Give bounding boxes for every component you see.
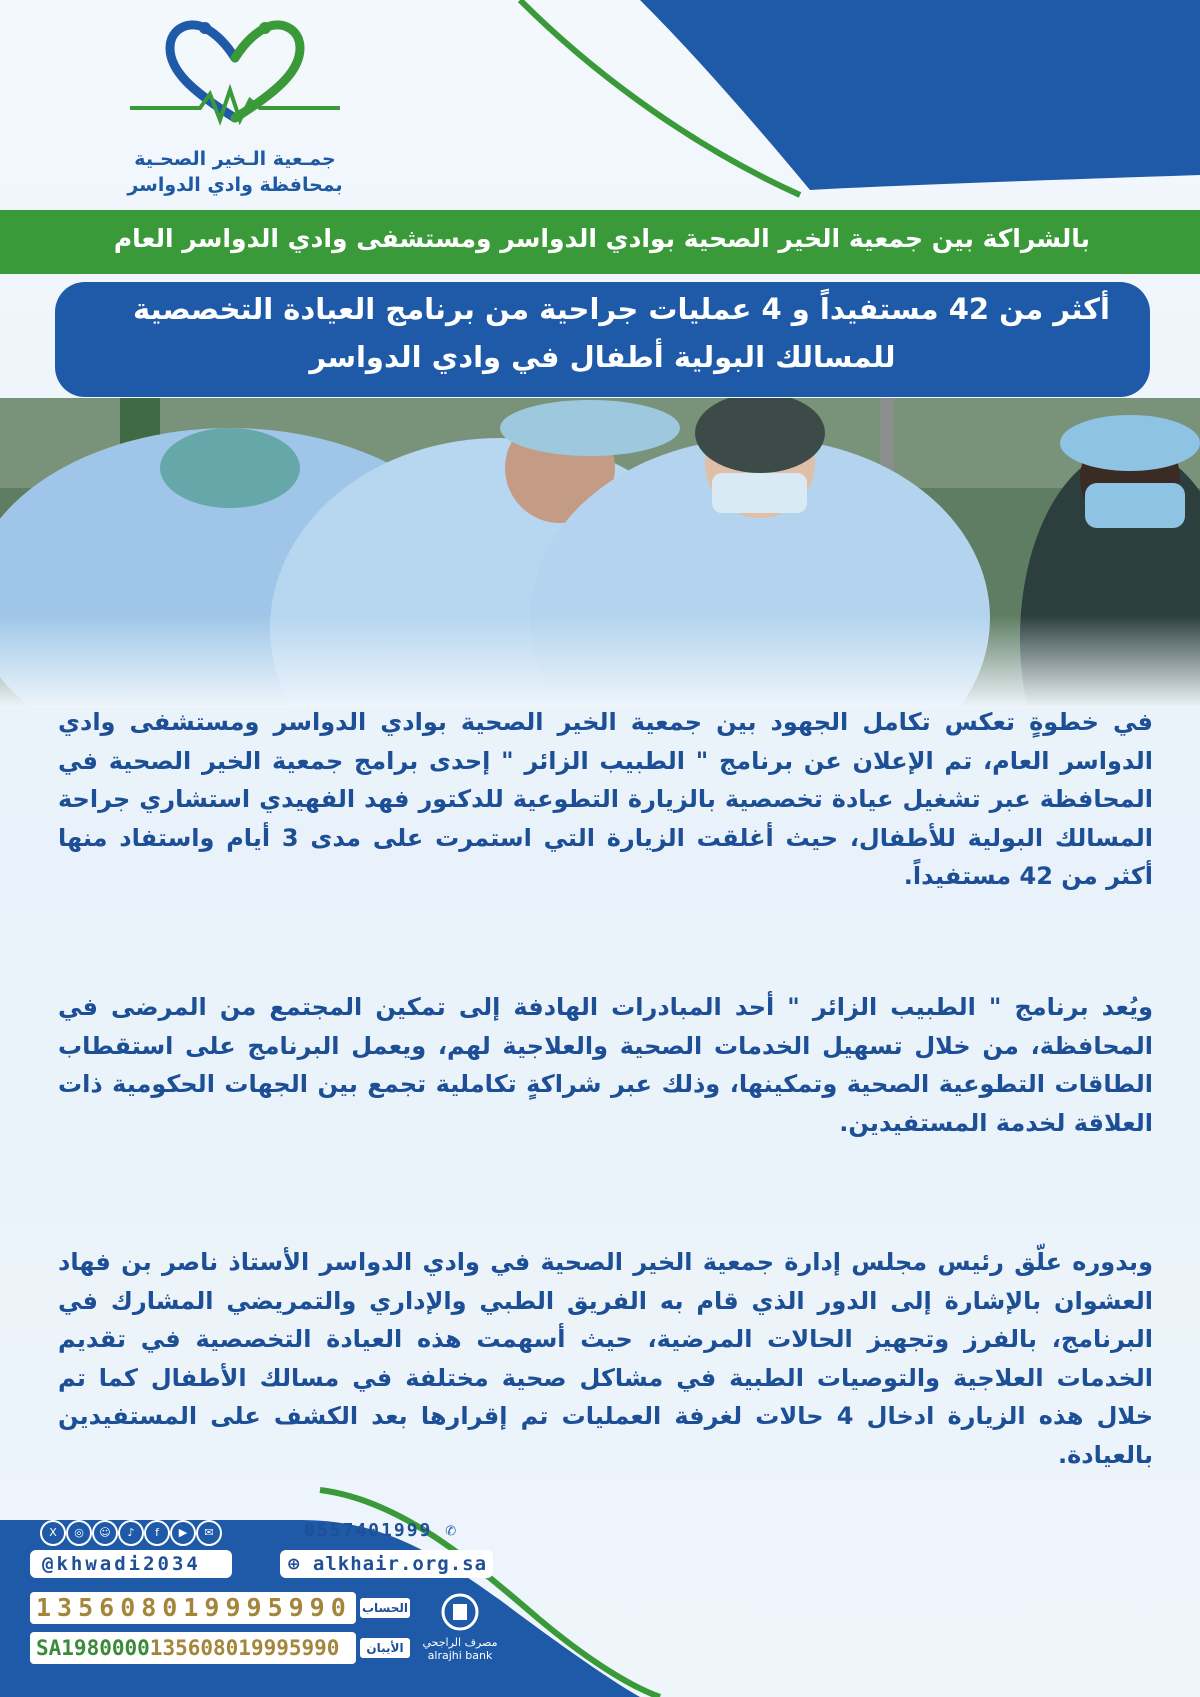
logo-name-line2: بمحافظة وادي الدواسر	[127, 174, 343, 196]
alrajhi-bank-icon	[440, 1592, 480, 1632]
iban-label: الأيبان	[360, 1638, 410, 1658]
youtube-icon[interactable]: ▶	[170, 1520, 196, 1546]
headline-box	[55, 282, 1150, 397]
paragraph-2: ويُعد برنامج " الطبيب الزائر " أحد المبادرات الهادفة إلى تمكين المجتمع من المرضى في المحافظة، من خلال تسهيل الخدمات الصحية والعلاجية لهم، ويعمل البرنامج على استقطاب الطاقات التطوعية الصحية وتمكينها، وذلك عبر شراكةٍ تكاملية تجمع بين الجهات الحكومية ذات العلاقة لخدمة المستفيدين.	[58, 993, 1153, 1137]
whatsapp-icon: ✆	[445, 1520, 459, 1541]
website-text: alkhair.org.sa	[312, 1553, 488, 1575]
organization-logo	[120, 10, 350, 210]
footer	[0, 1480, 1200, 1697]
surgery-photo	[0, 398, 1200, 708]
social-handle[interactable]	[30, 1550, 232, 1578]
tiktok-icon[interactable]: ♪	[118, 1520, 144, 1546]
instagram-icon[interactable]: ◎	[66, 1520, 92, 1546]
paragraph-1: في خطوةٍ تعكس تكامل الجهود بين جمعية الخير الصحية بوادي الدواسر ومستشفى وادي الدواسر العام، تم الإعلان عن برنامج " الطبيب الزائر " إحدى برامج جمعية الخير الصحية في المحافظة عبر تشغيل عيادة تخصصية بالزيارة التطوعية للدكتور فهد الفهيدي استشاري جراحة المسالك البولية للأطفال، حيث أغلقت الزيارة التي استمرت على مدى 3 أيام واستفاد منها أكثر من 42 مستفيداً.	[58, 708, 1154, 890]
bank-name-en: alrajhi bank	[427, 1649, 493, 1662]
phone-number[interactable]	[296, 1518, 466, 1543]
footer-decoration	[0, 1480, 1200, 1697]
surgery-illustration	[0, 398, 1200, 708]
website-link[interactable]	[280, 1550, 493, 1578]
globe-icon: ⊕	[288, 1553, 301, 1575]
x-icon[interactable]: X	[40, 1520, 66, 1546]
partnership-banner	[0, 210, 1200, 274]
headline-line2: للمسالك البولية أطفال في وادي الدواسر	[309, 340, 896, 374]
account-number: 135608019995990	[36, 1593, 352, 1622]
facebook-icon[interactable]: f	[144, 1520, 170, 1546]
bank-name-ar: مصرف الراجحي	[422, 1636, 498, 1649]
handle-text: @khwadi2034	[42, 1553, 201, 1575]
headline-line1: أكثر من 42 مستفيداً و 4 عمليات جراحية من برنامج العيادة التخصصية	[133, 292, 1110, 326]
iban-box	[30, 1632, 356, 1664]
paragraph-3: وبدوره علّق رئيس مجلس إدارة جمعية الخير الصحية في وادي الدواسر الأستاذ ناصر بن فهاد العشوان بالإشارة إلى الدور الذي قام به الفريق الطبي والإداري والتمريضي المشارك في البرنامج، بالفرز وتجهيز الحالات المرضية، حيث أسهمت هذه العيادة التخصصية في تقديم الخدمات العلاجية والتوصيات الطبية في مشاكل صحية مختلفة في مسالك الأطفال كما تم خلال هذه الزيارة ادخال 4 حالات لغرفة العمليات تم إقرارها بعد الكشف على المستفيدين بالعيادة.	[58, 1248, 1153, 1469]
iban-prefix: SA1980000	[36, 1636, 150, 1660]
account-label: الحساب	[360, 1598, 410, 1618]
iban-rest: 135608019995990	[149, 1636, 340, 1660]
heart-pulse-icon	[120, 10, 350, 140]
email-icon[interactable]: ✉	[196, 1520, 222, 1546]
logo-name-line1: جمـعية الـخير الصحـية	[134, 148, 336, 170]
account-number-box	[30, 1592, 356, 1624]
phone-text: 0557401999	[304, 1520, 433, 1541]
snapchat-icon[interactable]: ☺	[92, 1520, 118, 1546]
bank-logo	[420, 1592, 500, 1672]
banner-text: بالشراكة بين جمعية الخير الصحية بوادي الدواسر ومستشفى وادي الدواسر العام	[113, 224, 1090, 253]
